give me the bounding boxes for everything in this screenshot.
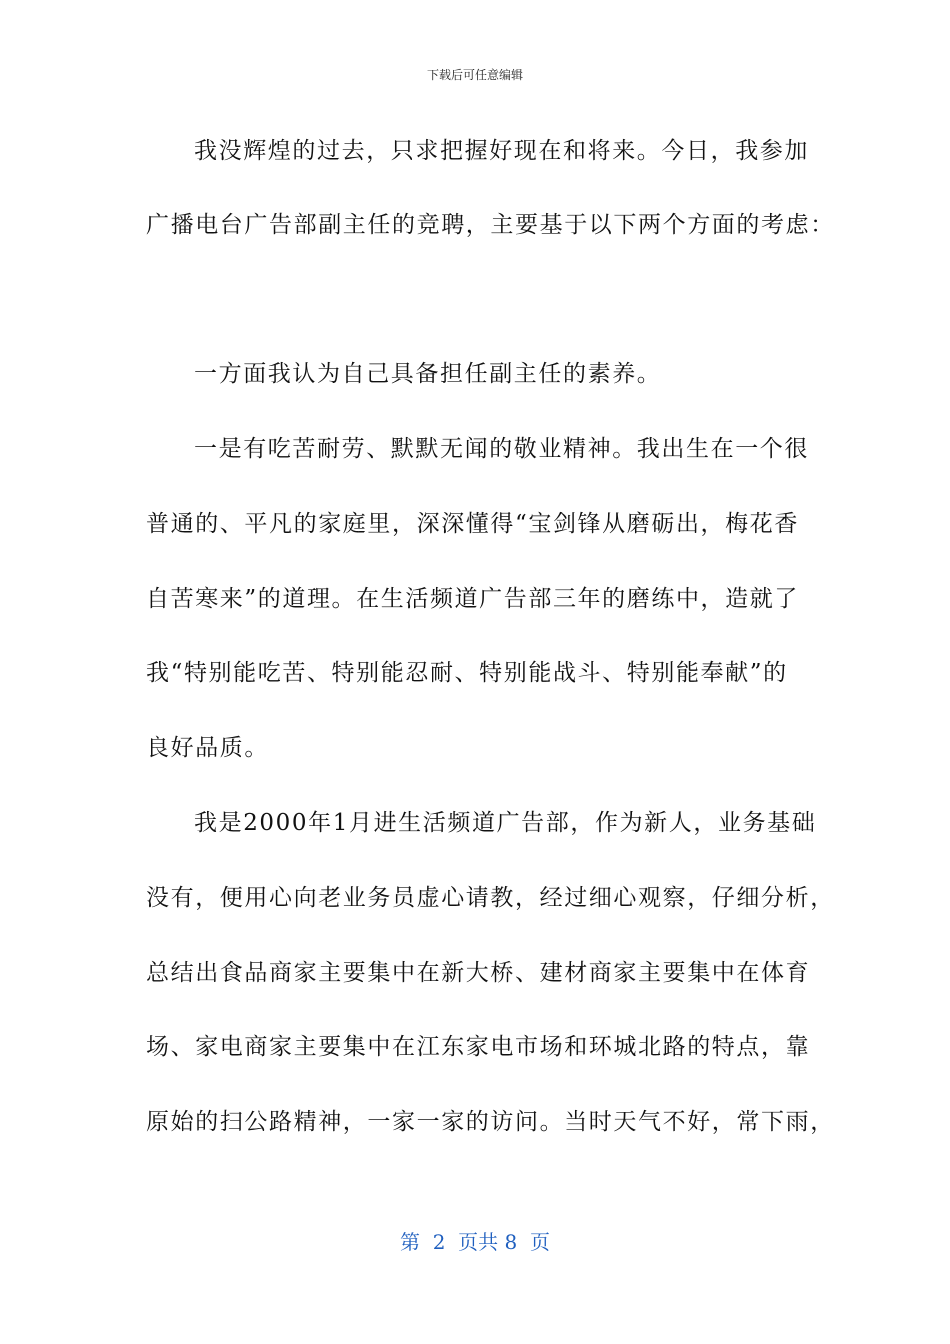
paragraph-line: 广播电台广告部副主任的竞聘，主要基于以下两个方面的考虑： <box>146 212 835 238</box>
page-number-footer: 第 2 页共 8 页 <box>400 1230 550 1254</box>
paragraph-line: 场、家电商家主要集中在江东家电市场和环城北路的特点，靠 <box>146 1034 811 1060</box>
paragraph-line: 自苦寒来”的道理。在生活频道广告部三年的磨练中，造就了 <box>146 586 799 612</box>
paragraph-line: 一方面我认为自己具备担任副主任的素养。 <box>194 361 662 387</box>
paragraph-line: 总结出食品商家主要集中在新大桥、建材商家主要集中在体育 <box>146 960 811 986</box>
paragraph-line: 普通的、平凡的家庭里，深深懂得“宝剑锋从磨砺出，梅花香 <box>146 511 799 537</box>
paragraph-line: 没有，便用心向老业务员虚心请教，经过细心观察，仔细分析， <box>146 885 835 911</box>
paragraph-line: 我“特别能吃苦、特别能忍耐、特别能战斗、特别能奉献”的 <box>146 660 788 686</box>
paragraph-line: 一是有吃苦耐劳、默默无闻的敬业精神。我出生在一个很 <box>194 436 809 462</box>
paragraph-line: 良好品质。 <box>146 735 269 761</box>
paragraph-line: 原始的扫公路精神，一家一家的访问。当时天气不好，常下雨， <box>146 1109 835 1135</box>
paragraph-line: 我没辉煌的过去，只求把握好现在和将来。今日，我参加 <box>194 138 809 164</box>
header-note: 下载后可任意编辑 <box>426 68 523 82</box>
paragraph-line: 我是2000年1月进生活频道广告部，作为新人，业务基础 <box>194 810 817 836</box>
